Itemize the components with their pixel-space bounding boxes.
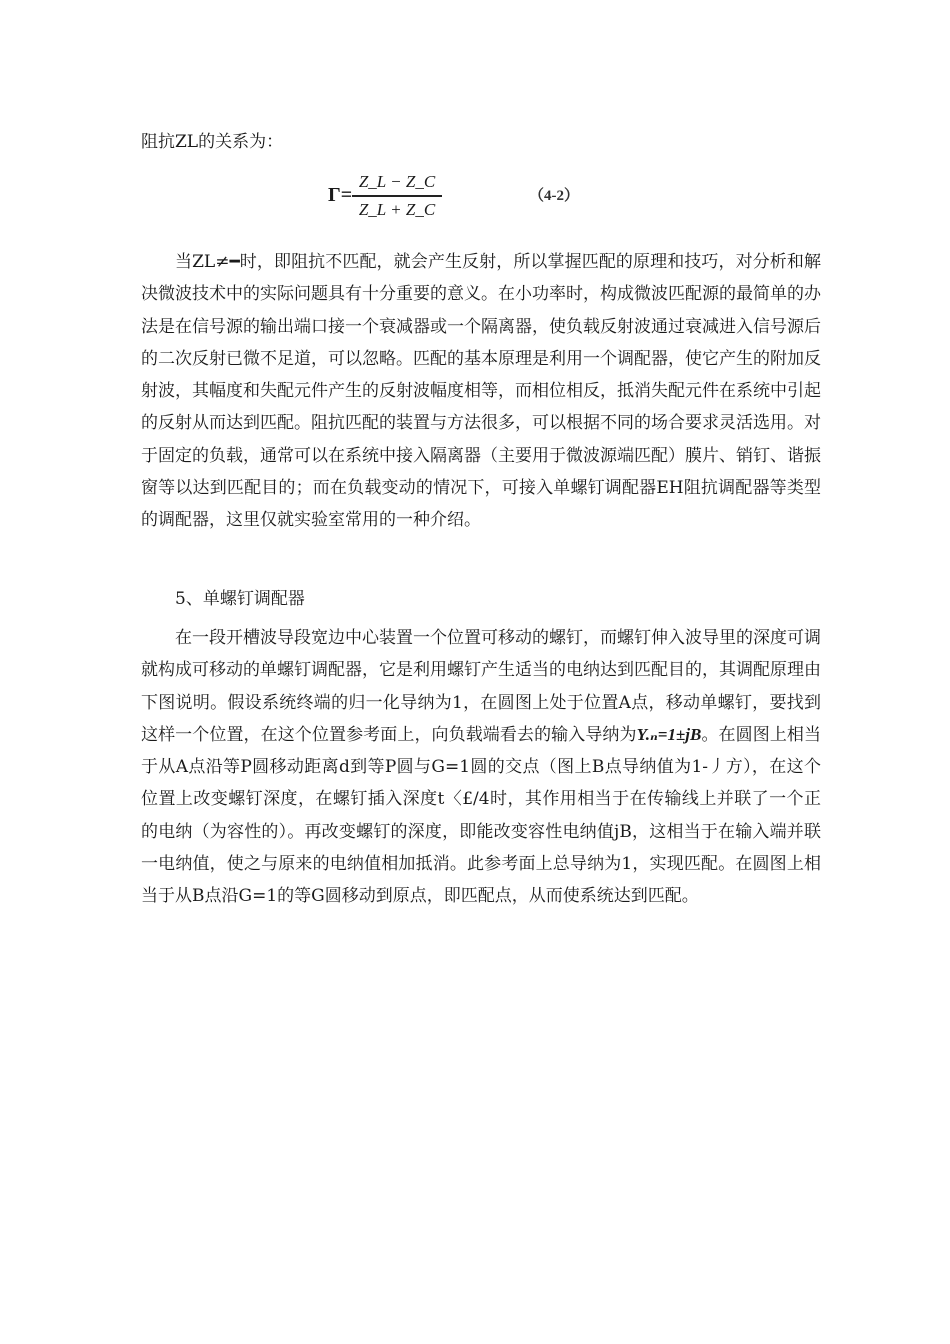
section-heading: 5、单螺钉调配器 — [175, 589, 305, 609]
paragraph-matching-principle: 当ZⅬ≠━时，即阻抗不匹配，就会产生反射，所以掌握匹配的原理和技巧，对分析和解决微波技术中的实际问题具有十分重要的意义。在小功率时，构成微波匹配源的最简单的办法是在信号源的输出端口接一个衰减器或一个隔离器，使负载反射波通过衰减进入信号源后的二次反射已微不足道，可以忽略。匹配的基本原理是利用一个调配器，使它产生的附加反射波，其幅度和失配元件产生的反射波幅度相等，而相位相反，抵消失配元件在系统中引起的反射从而达到匹配。阻抗匹配的装置与方法很多，可以根据不同的场合要求灵活选用。对于固定的负载，通常可以在系统中接入隔离器（主要用于微波源端匹配）膜片、销钉、谐振窗等以达到匹配目的；而在负载变动的情况下，可接入单螺钉调配器EH阻抗调配器等类型的调配器，这里仅就实验室常用的一种介绍。 — [141, 252, 821, 531]
paragraph-single-screw-tuner — [141, 622, 821, 913]
intro-text: 阻抗ZⅬ的关系为： — [141, 132, 284, 152]
paragraph-text-before: 在一段开槽波导段宽边中心装置一个位置可移动的螺钉，而螺钉伸入波导里的深度可调就构成可移动的单螺钉调配器，它是利用螺钉产生适当的电纳达到匹配目的，其调配原理由下图说明。假设系统终端的归一化导纳为1，在圆图上处于位置A点，移动单螺钉，要找到这样一个位置，在这个位置参考面上，向负载端看去的输入导纳为 — [141, 628, 821, 745]
paragraph-text-after: 。在圆图上相当于从A点沿等P圆移动距离d到等P圆与G=1圆的交点（图上B点导纳值为1-丿方），在这个位置上改变螺钉深度，在螺钉插入深度t〈£/4时，其作用相当于在传输线上并联了一个正的电纳（为容性的）。再改变螺钉的深度，即能改变容性电纳值jB，这相当于在输入端并联一电纳值，使之与原来的电纳值相加抵消。此参考面上总导纳为1，实现匹配。在圆图上相当于从B点沿G=1的等G圆移动到原点，即匹配点，从而使系统达到匹配。 — [141, 724, 822, 907]
reflection-coefficient-formula — [328, 170, 588, 226]
equation-number: （4-2） — [529, 188, 579, 204]
input-admittance-formula: Y.ₙ=1±jB — [636, 724, 702, 744]
fraction-bar — [352, 195, 442, 197]
formula-lhs: Γ= — [328, 184, 353, 206]
formula-numerator: Z_L − Z_C — [358, 172, 436, 191]
formula-fraction — [352, 170, 442, 222]
formula-denominator: Z_L + Z_C — [358, 199, 436, 219]
